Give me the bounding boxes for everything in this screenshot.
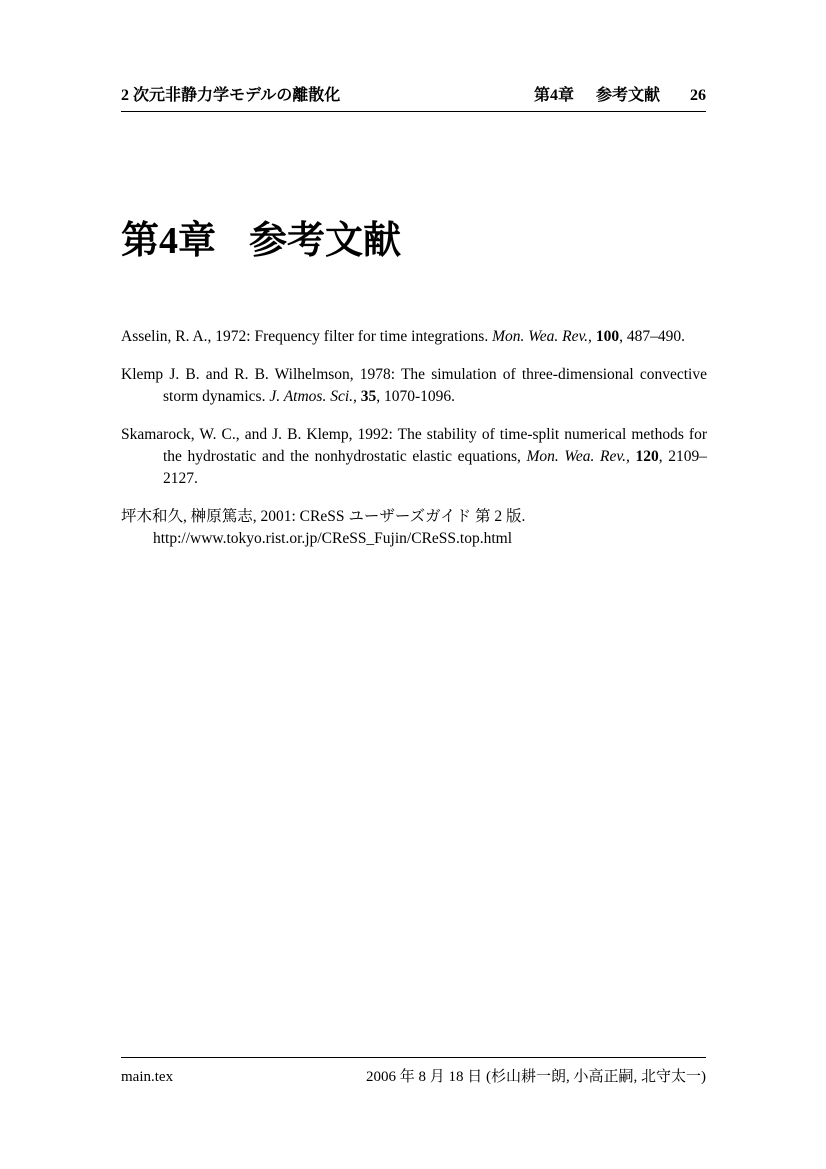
reference-entry bbox=[121, 424, 707, 490]
reference-text-segment: Mon. Wea. Rev., bbox=[526, 448, 630, 465]
page-footer bbox=[121, 1057, 706, 1086]
footer-date-authors: 2006 年 8 月 18 日 (杉山耕一朗, 小高正嗣, 北守太一) bbox=[366, 1069, 706, 1085]
reference-text-segment: Klemp J. B. and R. B. Wilhelmson, 1978: The simulation of three-dimensional convective storm dynamics. bbox=[121, 366, 707, 405]
chapter-heading bbox=[121, 209, 401, 264]
reference-text-segment: Mon. Wea. Rev., bbox=[492, 328, 592, 345]
header-page-number: 26 bbox=[690, 87, 706, 104]
reference-entry bbox=[121, 326, 707, 348]
reference-text-segment: , 487–490. bbox=[619, 328, 685, 345]
reference-text-segment: Asselin, R. A., 1972: Frequency filter for time integrations. bbox=[121, 328, 493, 345]
reference-text-segment: 120 bbox=[635, 448, 659, 465]
header-right bbox=[534, 82, 706, 105]
reference-text-segment: , 1070-1096. bbox=[376, 388, 456, 405]
footer-filename: main.tex bbox=[121, 1069, 174, 1085]
header-section-title: 2 次元非静力学モデルの離散化 bbox=[121, 87, 341, 104]
running-header bbox=[121, 82, 706, 112]
reference-text-segment: Skamarock, W. C., and J. B. Klemp, 1992: The stability of time-split numerical methods for the hydrostatic and the nonhydrostatic elastic equations, bbox=[121, 426, 707, 465]
reference-text-segment: 100 bbox=[595, 328, 620, 345]
reference-entry bbox=[121, 506, 707, 550]
reference-text-segment: , 2109–2127. bbox=[163, 448, 708, 487]
reference-text-segment: J. Atmos. Sci., bbox=[269, 388, 357, 405]
header-chapter-label: 第4章 bbox=[533, 87, 574, 104]
reference-text-segment: 35 bbox=[360, 388, 377, 405]
chapter-title: 参考文献 bbox=[249, 220, 402, 262]
reference-text-segment: http://www.tokyo.rist.or.jp/CReSS_Fujin/CReSS.top.html bbox=[153, 530, 512, 547]
reference-list bbox=[121, 326, 707, 566]
header-chapter-title: 参考文献 bbox=[595, 87, 660, 104]
chapter-number: 第4章 bbox=[121, 220, 217, 262]
reference-text-segment: 坪木和久, 榊原篤志, 2001: CReSS ユーザーズガイド 第 2 版. bbox=[121, 508, 526, 525]
reference-entry bbox=[121, 364, 707, 408]
